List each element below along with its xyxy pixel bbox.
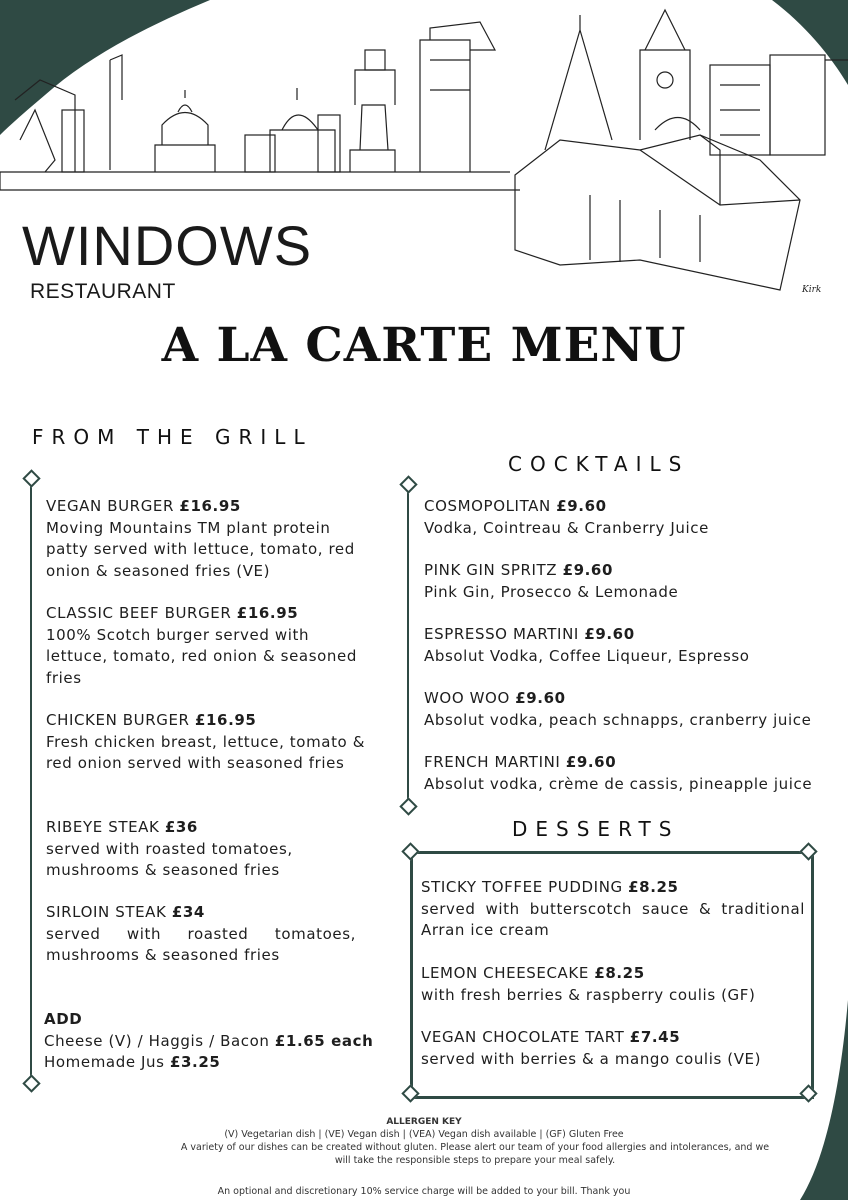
item-price: £16.95 xyxy=(179,497,241,515)
item-description: Absolut vodka, crème de cassis, pineapple juice xyxy=(424,774,813,793)
item-name: STICKY TOFFEE PUDDING xyxy=(421,878,623,896)
dessert-item-vegan-chocolate-tart xyxy=(421,1027,805,1070)
item-description: served with roasted tomatoes, mushrooms & seasoned fries xyxy=(46,924,356,964)
cocktails-divider-bottom-diamond xyxy=(399,797,417,815)
item-name: PINK GIN SPRITZ xyxy=(424,561,558,579)
grill-divider-bottom-diamond xyxy=(22,1074,40,1092)
top-left-corner-shape xyxy=(0,0,210,135)
item-description: Fresh chicken breast, lettuce, tomato & red onion served with seasoned fries xyxy=(46,732,365,772)
item-price: £8.25 xyxy=(628,878,679,896)
add-label: ADD xyxy=(44,1010,83,1028)
item-name: COSMOPOLITAN xyxy=(424,497,557,515)
item-price: £9.60 xyxy=(556,497,607,515)
grill-item-ribeye-steak xyxy=(46,817,366,882)
item-price: £9.60 xyxy=(515,689,566,707)
item-name: CHICKEN BURGER xyxy=(46,711,190,729)
grill-item-classic-beef-burger xyxy=(46,603,366,689)
item-price: £7.45 xyxy=(629,1028,681,1046)
item-price: £16.95 xyxy=(194,711,257,729)
dessert-item-lemon-cheesecake xyxy=(421,963,805,1006)
add-line2: Homemade Jus xyxy=(44,1053,165,1071)
grill-add-ons xyxy=(44,1009,394,1074)
grill-item-vegan-burger xyxy=(46,496,366,582)
item-description: Absolut Vodka, Coffee Liqueur, Espresso xyxy=(424,646,750,665)
cocktail-item-espresso-martini xyxy=(424,624,848,667)
item-price: £8.25 xyxy=(594,964,645,982)
item-description: served with butterscotch sauce & traditional Arran ice cream xyxy=(421,899,805,939)
item-price: £34 xyxy=(171,903,205,921)
top-right-corner-shape xyxy=(772,0,848,85)
allergen-note: A variety of our dishes can be created without gluten. Please alert our team of your food allergies and intolerances, and we will take the responsible steps to prepare your meal safely. xyxy=(180,1142,770,1166)
allergen-key-title: ALLERGEN KEY xyxy=(386,1117,462,1127)
item-price: £9.60 xyxy=(562,561,614,579)
item-name: FRENCH MARTINI xyxy=(424,753,561,771)
bottom-right-corner-shape xyxy=(800,1000,848,1200)
cocktail-item-cosmopolitan xyxy=(424,496,848,539)
artist-signature: Kirk xyxy=(802,285,822,295)
add-line2-price: £3.25 xyxy=(169,1053,221,1071)
item-price: £16.95 xyxy=(236,604,299,622)
cocktails-section-title: COCKTAILS xyxy=(508,452,690,476)
item-name: VEGAN BURGER xyxy=(46,497,175,515)
item-name: LEMON CHEESECAKE xyxy=(421,964,589,982)
cocktail-item-pink-gin-spritz xyxy=(424,560,848,603)
item-description: Vodka, Cointreau & Cranberry Juice xyxy=(424,518,709,537)
cocktails-divider-top-diamond xyxy=(399,475,417,493)
item-description: Moving Mountains TM plant protein patty served with lettuce, tomato, red onion & seasoned fries (VE) xyxy=(46,518,355,580)
item-name: WOO WOO xyxy=(424,689,510,707)
cocktail-item-french-martini xyxy=(424,752,848,795)
service-charge-note: An optional and discretionary 10% service charge will be added to your bill. Thank you xyxy=(217,1186,631,1197)
add-line1: Cheese (V) / Haggis / Bacon xyxy=(44,1031,270,1050)
desserts-section-title: DESSERTS xyxy=(512,817,680,841)
grill-divider-line xyxy=(30,478,32,1082)
dessert-item-sticky-toffee-pudding xyxy=(421,877,805,942)
item-name: CLASSIC BEEF BURGER xyxy=(46,604,232,622)
add-line1-price: £1.65 each xyxy=(274,1031,374,1050)
cocktails-divider-line xyxy=(407,484,409,806)
item-name: VEGAN CHOCOLATE TART xyxy=(421,1028,625,1046)
item-description: Pink Gin, Prosecco & Lemonade xyxy=(424,582,679,601)
item-name: ESPRESSO MARTINI xyxy=(424,625,579,643)
grill-section-title: FROM THE GRILL xyxy=(32,425,313,449)
grill-item-sirloin-steak xyxy=(46,902,356,967)
item-name: RIBEYE STEAK xyxy=(46,818,160,836)
item-description: with fresh berries & raspberry coulis (GF) xyxy=(421,985,756,1004)
item-description: served with berries & a mango coulis (VE) xyxy=(421,1049,762,1068)
allergen-key-legend: (V) Vegetarian dish | (VE) Vegan dish | (VEA) Vegan dish available | (GF) Gluten Free xyxy=(224,1129,624,1140)
item-price: £9.60 xyxy=(565,753,617,771)
item-description: 100% Scotch burger served with lettuce, tomato, red onion & seasoned fries xyxy=(46,625,357,687)
item-price: £36 xyxy=(164,818,198,836)
item-description: served with roasted tomatoes, mushrooms & seasoned fries xyxy=(46,839,293,879)
item-name: SIRLOIN STEAK xyxy=(46,903,167,921)
grill-item-chicken-burger xyxy=(46,710,366,775)
cocktail-item-woo-woo xyxy=(424,688,848,731)
item-price: £9.60 xyxy=(584,625,635,643)
item-description: Absolut vodka, peach schnapps, cranberry juice xyxy=(424,710,812,729)
grill-divider-top-diamond xyxy=(22,469,40,487)
brand-subtitle: RESTAURANT xyxy=(30,280,176,303)
page-title: A LA CARTE MENU xyxy=(161,318,687,373)
brand-logo: WINDOWS xyxy=(22,214,313,277)
